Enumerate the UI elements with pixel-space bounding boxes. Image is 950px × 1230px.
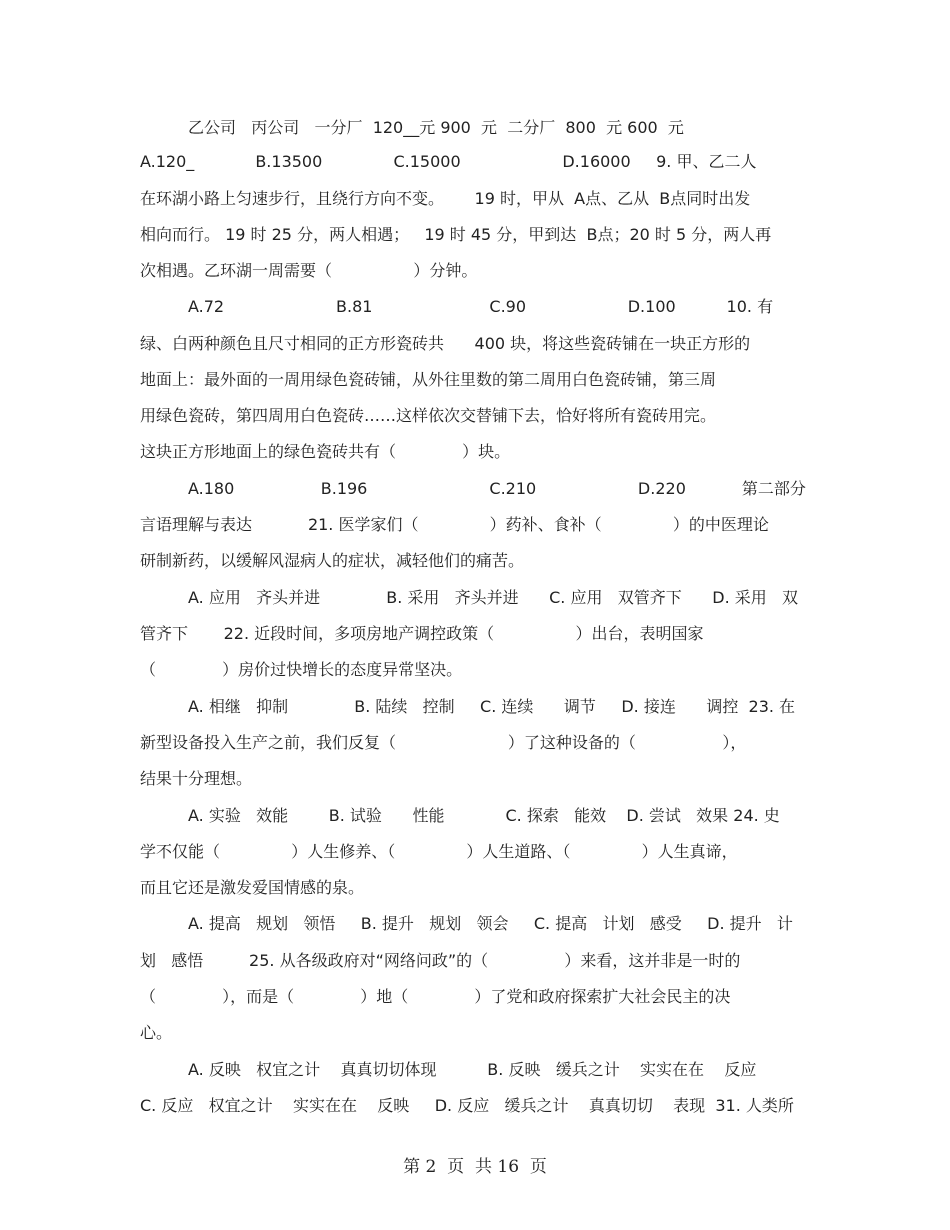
text-line: 新型设备投入生产之前，我们反复（ ）了这种设备的（ ）， (140, 733, 747, 752)
text-line: 在环湖小路上匀速步行，且绕行方向不变。 19 时，甲从 A点、乙从 B点同时出发 (140, 189, 751, 208)
text-line: 这块正方形地面上的绿色瓷砖共有（ ）块。 (140, 442, 511, 461)
text-line: （ ）房价过快增长的态度异常坚决。 (140, 660, 463, 679)
text-line: （ ），而是（ ）地（ ）了党和政府探索扩大社会民主的决 (140, 987, 731, 1006)
text-line: 相向而行。 19 时 25 分，两人相遇； 19 时 45 分，甲到达 B点；20 时 5 分，两人再 (140, 225, 772, 244)
text-line: A.72 B.81 C.90 D.100 10. 有 (188, 297, 774, 316)
text-line: 次相遇。乙环湖一周需要（ ）分钟。 (140, 261, 478, 280)
text-line: 划 感悟 25. 从各级政府对“网络问政”的（ ）来看，这并非是一时的 (140, 951, 741, 970)
text-line: A.120_ B.13500 C.15000 D.16000 9. 甲、乙二人 (140, 152, 757, 171)
text-line: A. 提高 规划 领悟 B. 提升 规划 领会 C. 提高 计划 感受 D. 提升 计 (188, 914, 793, 933)
text-line: A. 应用 齐头并进 B. 采用 齐头并进 C. 应用 双管齐下 D. 采用 双 (188, 588, 799, 607)
text-line: A. 反映 权宜之计 真真切切体现 B. 反映 缓兵之计 实实在在 反应 (188, 1060, 757, 1079)
text-line: 绿、白两种颜色且尺寸相同的正方形瓷砖共 400 块，将这些瓷砖铺在一块正方形的 (140, 334, 751, 353)
text-line: 用绿色瓷砖，第四周用白色瓷砖……这样依次交替铺下去，恰好将所有瓷砖用完。 (140, 406, 717, 425)
page-footer: 第 2 页 共 16 页 (403, 1157, 547, 1177)
text-line: 地面上：最外面的一周用绿色瓷砖铺，从外往里数的第二周用白色瓷砖铺，第三周 (140, 370, 717, 389)
text-line: 言语理解与表达 21. 医学家们（ ）药补、食补（ ）的中医理论 (140, 515, 769, 534)
text-line: 研制新药，以缓解风湿病人的症状，减轻他们的痛苦。 (140, 551, 525, 570)
text-line: 而且它还是激发爱国情感的泉。 (140, 878, 365, 897)
text-line: C. 反应 权宜之计 实实在在 反映 D. 反应 缓兵之计 真真切切 表现 31. 人类所 (140, 1096, 794, 1115)
text-line: 乙公司 丙公司 一分厂 120__元 900 元 二分厂 800 元 600 元 (188, 118, 684, 137)
text-line: 学不仅能（ ）人生修养、（ ）人生道路、（ ）人生真谛， (140, 842, 738, 861)
text-line: 心。 (140, 1023, 173, 1042)
text-line: 结果十分理想。 (140, 769, 253, 788)
text-line: A.180 B.196 C.210 D.220 第二部分 (188, 479, 806, 498)
text-line: A. 实验 效能 B. 试验 性能 C. 探索 能效 D. 尝试 效果 24. 史 (188, 806, 780, 825)
text-line: 管齐下 22. 近段时间，多项房地产调控政策（ ）出台，表明国家 (140, 624, 704, 643)
text-line: A. 相继 抑制 B. 陆续 控制 C. 连续 调节 D. 接连 调控 23. 在 (188, 697, 796, 716)
